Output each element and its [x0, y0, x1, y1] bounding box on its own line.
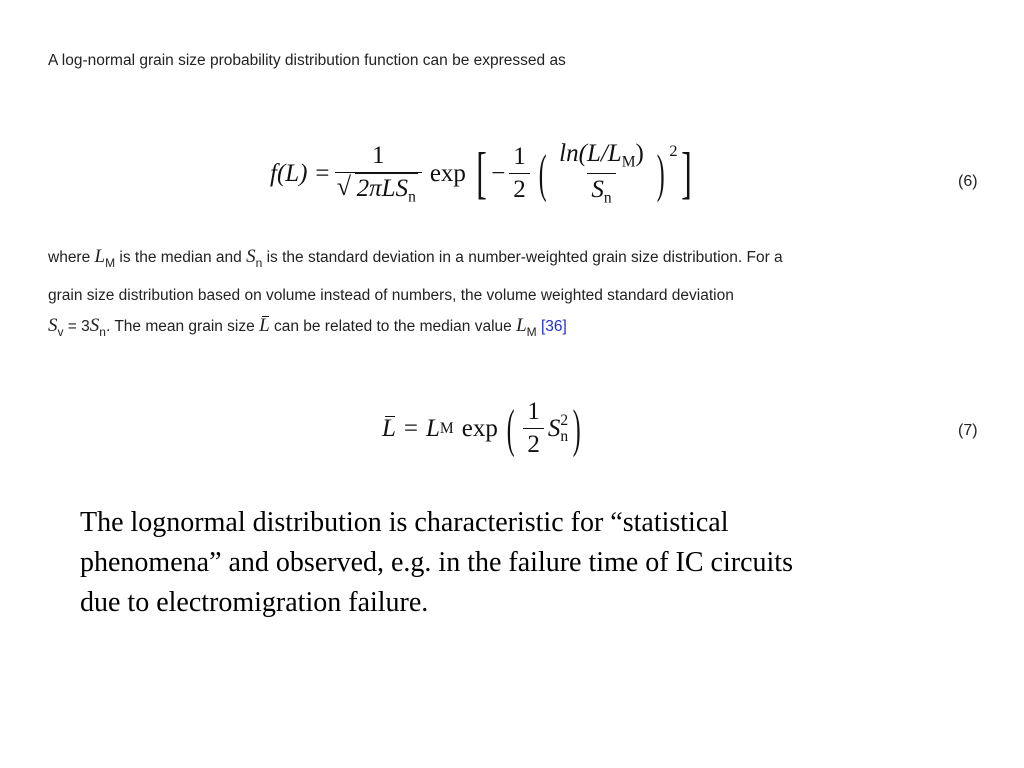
equation-6-number: (6)	[958, 173, 978, 190]
para-lm-symbol: L	[94, 246, 106, 267]
eq6-half-fraction	[509, 143, 530, 204]
eq7-lm-sub: M	[439, 419, 454, 437]
body-line-2: phenomena” and observed, e.g. in the failure time of IC circuits	[80, 547, 793, 578]
eq6-exp: exp	[429, 159, 466, 187]
body-line-3: due to electromigration failure.	[80, 587, 429, 618]
equation-7-number: (7)	[958, 422, 978, 439]
para-line-2: grain size distribution based on volume instead of numbers, the volume weighted standard deviation	[48, 287, 734, 304]
eq6-power: 2	[669, 142, 678, 160]
eq6-minus: −	[491, 159, 506, 187]
eq6-half-num: 1	[513, 143, 526, 171]
eq6-sqrt	[339, 175, 418, 206]
eq6-half-den: 2	[509, 173, 530, 204]
para-lm-symbol-2: L	[516, 315, 527, 336]
eq6-ln-den-sub: n	[603, 189, 612, 207]
eq6-normalizer-fraction	[335, 142, 422, 206]
eq6-ln-den: S	[591, 176, 604, 204]
equation-6	[270, 140, 697, 208]
eq6-normalizer-numerator: 1	[371, 141, 385, 169]
body-paragraph	[80, 503, 793, 623]
eq6-ln-num-sub: M	[621, 153, 636, 171]
eq7-half-num: 1	[527, 398, 540, 425]
para-sv-symbol: S	[48, 315, 58, 336]
eq7-s-sup: 2	[560, 412, 569, 429]
para-line-1: where $L_M$ is the median and $S_n$ is the standard deviation in a number-weighted grain size distribution. For a	[48, 246, 783, 270]
eq6-left-bracket: [	[476, 141, 487, 205]
para-sn-symbol: S	[246, 246, 256, 267]
eq6-left-paren: (	[538, 144, 547, 203]
eq7-half-den: 2	[523, 428, 544, 459]
eq6-ln-num-close: )	[635, 140, 644, 167]
body-line-1: The lognormal distribution is characteristic for “statistical	[80, 507, 729, 538]
eq7-equals: =	[403, 414, 419, 442]
eq7-lm: L	[426, 414, 440, 442]
equation-7	[382, 398, 586, 459]
eq6-right-bracket: ]	[681, 141, 693, 205]
intro-text: A log-normal grain size probability distribution function can be expressed as	[48, 52, 566, 69]
eq7-half-fraction	[523, 398, 544, 459]
eq7-s-sub: n	[560, 427, 569, 445]
eq7-s: S	[547, 414, 561, 442]
eq7-right-paren: )	[572, 399, 581, 458]
eq7-exp: exp	[461, 414, 498, 442]
eq7-left-paren: (	[506, 399, 515, 458]
eq6-sqrt-arg-sub: n	[408, 188, 416, 206]
eq7-lbar: L	[382, 414, 396, 442]
citation-link[interactable]: [36]	[540, 318, 567, 335]
eq6-ln-num: ln(L/L	[559, 140, 622, 167]
para-line-3: $S_v = 3S_n$. The mean grain size L can be related to the median value $L_M$ [36]	[48, 315, 567, 339]
para-lbar-symbol: L	[259, 315, 270, 336]
eq6-sqrt-arg: 2πLS	[356, 174, 409, 202]
eq6-ln-fraction	[555, 140, 648, 208]
eq6-lhs: f(L) =	[270, 159, 331, 187]
eq6-right-paren: )	[656, 144, 665, 203]
